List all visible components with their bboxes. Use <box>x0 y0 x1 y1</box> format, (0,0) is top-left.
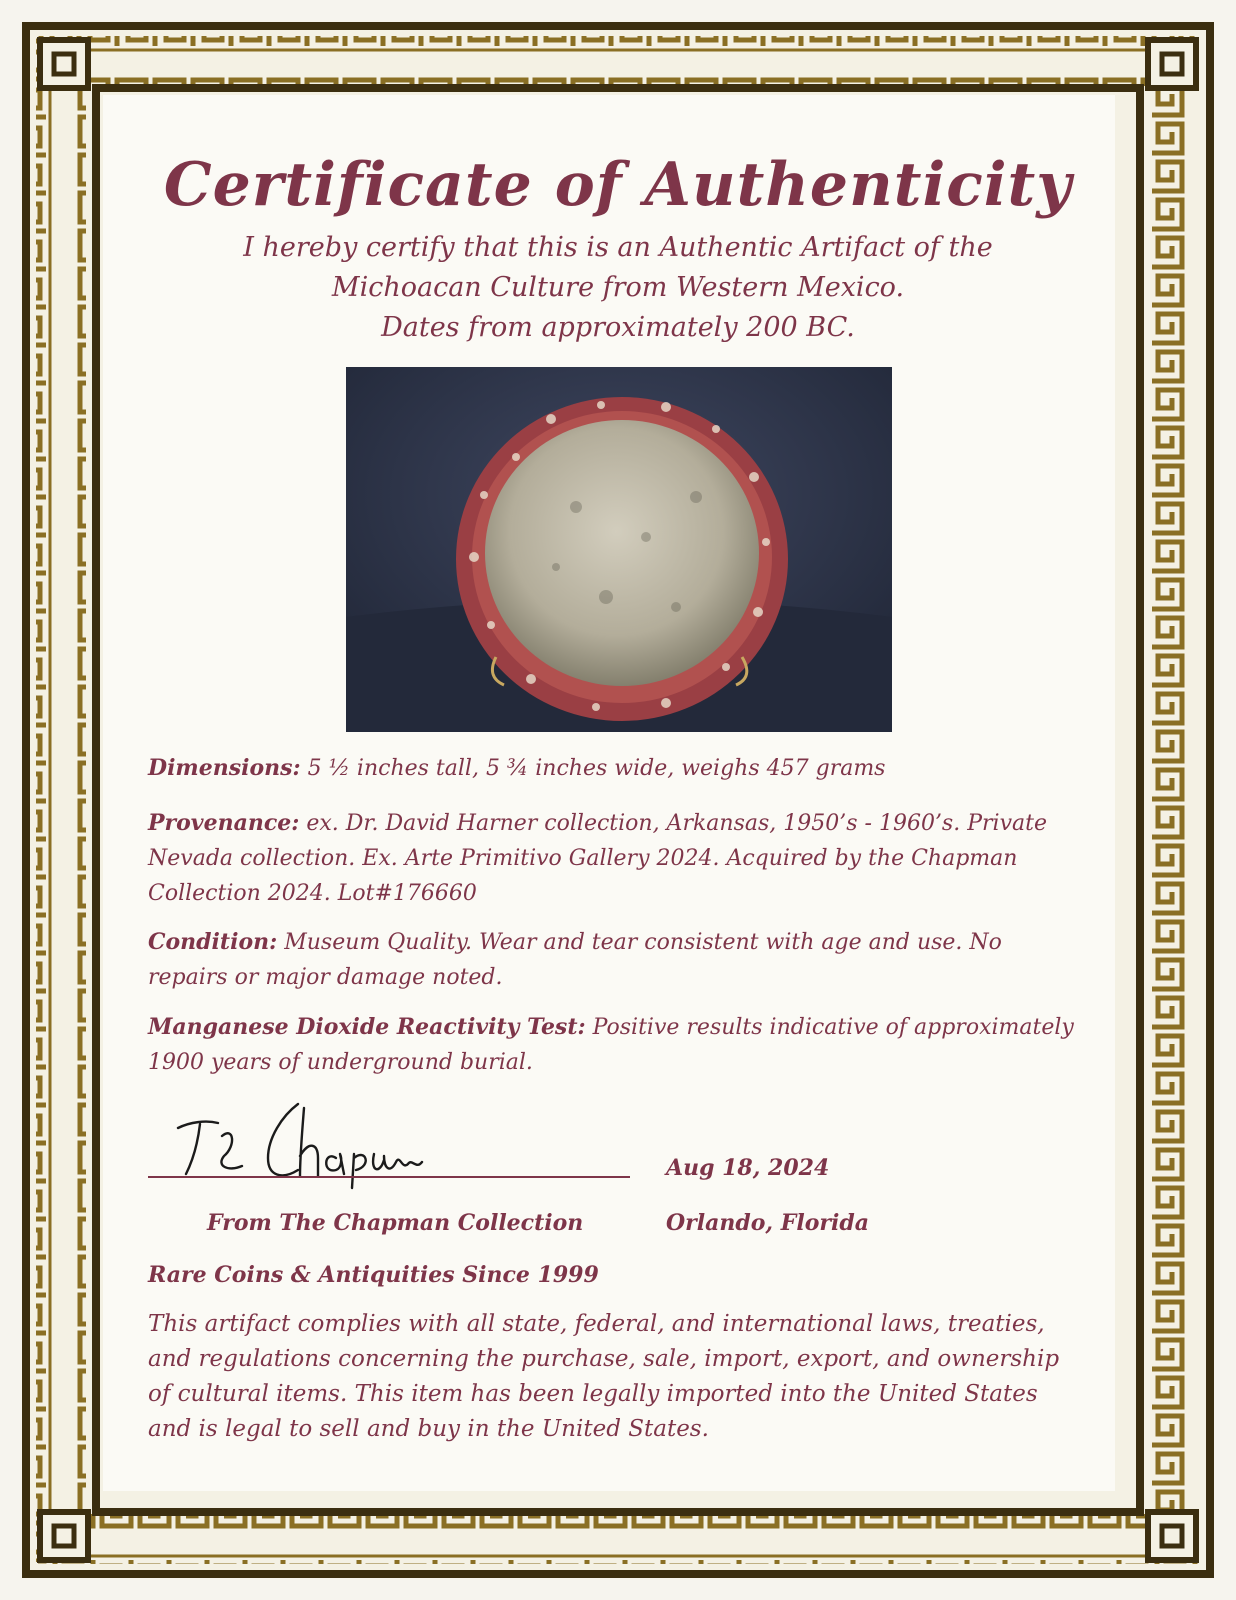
condition-text: Museum Quality. Wear and tear consistent with age and use. No repairs or major damage noted. <box>148 930 1002 990</box>
legal-paragraph: This artifact complies with all state, federal, and international laws, treaties, and regulations concerning the purchase, sale, import, export, and ownership of cultural items. This item has been legally imported into the United States and is legal to sell and buy in the United States. <box>148 1311 1060 1442</box>
manganese-text: Positive results indicative of approximately 1900 years of underground burial. <box>148 1015 1074 1075</box>
collection-location: Orlando, Florida <box>666 1210 869 1236</box>
certificate-title: Certificate of Authenticity <box>163 150 1073 220</box>
intro-line-1: I hereby certify that this is an Authentic Artifact of the <box>243 232 993 263</box>
condition-label: Condition: <box>148 929 278 955</box>
signature-line <box>148 1176 630 1178</box>
dimensions-label: Dimensions: <box>148 755 301 781</box>
signature-date: Aug 18, 2024 <box>666 1155 830 1181</box>
provenance-label: Provenance: <box>148 810 300 836</box>
condition-paragraph <box>148 925 1088 995</box>
collection-name: From The Chapman Collection <box>207 1210 584 1236</box>
manganese-label: Manganese Dioxide Reactivity Test: <box>148 1014 586 1040</box>
bowl-photo <box>346 367 892 732</box>
intro-line-2: Michoacan Culture from Western Mexico. <box>331 272 905 303</box>
provenance-paragraph <box>148 806 1088 911</box>
dimensions-paragraph <box>148 751 1088 786</box>
manganese-paragraph <box>148 1010 1088 1080</box>
intro-line-3: Dates from approximately 200 BC. <box>381 312 855 343</box>
provenance-text: ex. Dr. David Harner collection, Arkansas, 1950’s - 1960’s. Private Nevada collection. Ex. Arte Primitivo Gallery 2024. Acquired by the Chapman Collection 2024. Lot#176660 <box>148 811 1047 906</box>
collection-tagline: Rare Coins & Antiquities Since 1999 <box>148 1262 599 1288</box>
dimensions-text: 5 ½ inches tall, 5 ¾ inches wide, weighs 457 grams <box>300 756 886 781</box>
